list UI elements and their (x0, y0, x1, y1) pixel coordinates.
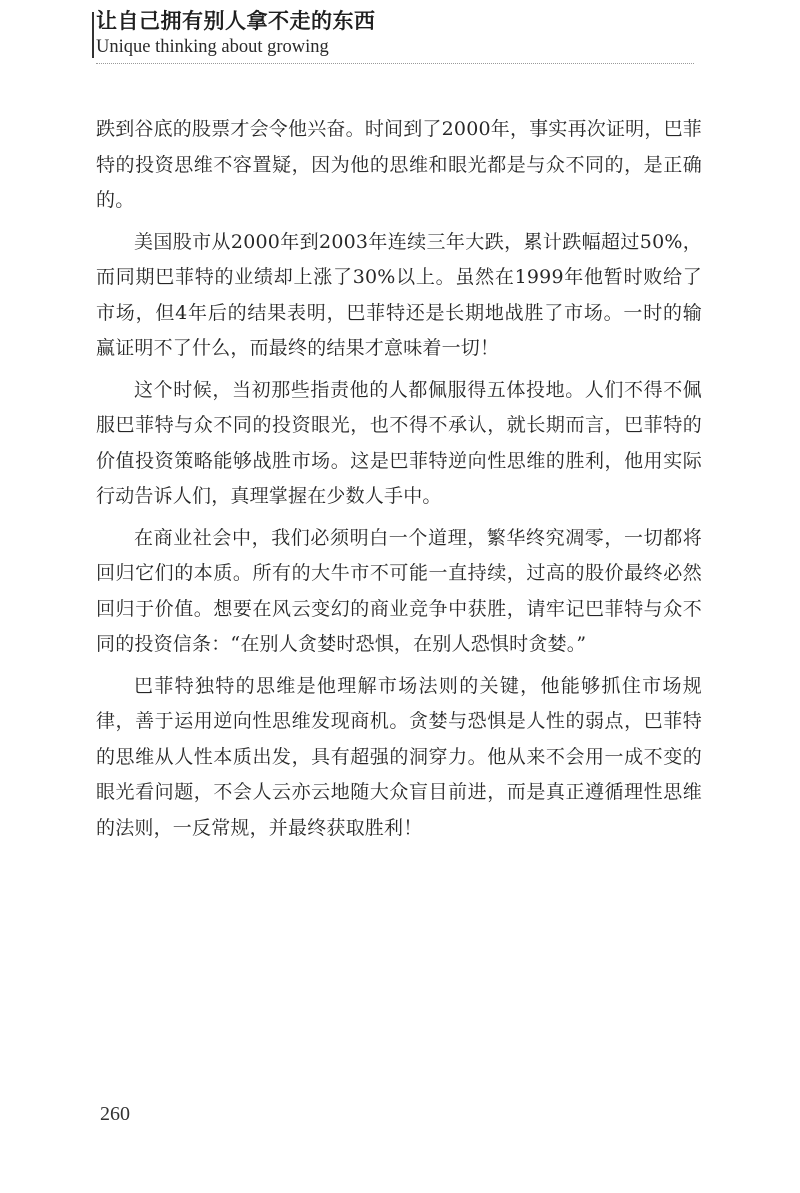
paragraph-4: 在商业社会中，我们必须明白一个道理，繁华终究凋零，一切都将回归它们的本质。所有的大牛市不可能一直持续，过高的股价最终必然回归于价值。想要在风云变幻的商业竞争中获胜，请牢记巴菲特与众不同的投资信条：“在别人贪婪时恐惧，在别人恐惧时贪婪。” (96, 526, 702, 655)
header-divider-bar (92, 12, 94, 58)
page-number: 260 (100, 1103, 130, 1125)
book-title: 让自己拥有别人拿不走的东西 (96, 8, 376, 33)
paragraph-3: 这个时候，当初那些指责他的人都佩服得五体投地。人们不得不佩服巴菲特与众不同的投资眼光，也不得不承认，就长期而言，巴菲特的价值投资策略能够战胜市场。这是巴菲特逆向性思维的胜利，他用实际行动告诉人们，真理掌握在少数人手中。 (96, 378, 702, 507)
book-subtitle: Unique thinking about growing (96, 37, 329, 57)
paragraph-5: 巴菲特独特的思维是他理解市场法则的关键，他能够抓住市场规律，善于运用逆向性思维发现商机。贪婪与恐惧是人性的弱点，巴菲特的思维从人性本质出发，具有超强的洞穿力。他从来不会用一成不变的眼光看问题，不会人云亦云地随大众盲目前进，而是真正遵循理性思维的法则，一反常规，并最终获取胜利！ (96, 674, 702, 839)
body-text (96, 112, 702, 852)
paragraph-1: 跌到谷底的股票才会令他兴奋。时间到了2000年，事实再次证明，巴菲特的投资思维不容置疑，因为他的思维和眼光都是与众不同的，是正确的。 (96, 118, 702, 211)
running-header (96, 6, 706, 58)
paragraph-2: 美国股市从2000年到2003年连续三年大跌，累计跌幅超过50%，而同期巴菲特的业绩却上涨了30%以上。虽然在1999年他暂时败给了市场，但4年后的结果表明，巴菲特还是长期地战胜了市场。一时的输赢证明不了什么，而最终的结果才意味着一切！ (96, 230, 702, 359)
header-dotted-rule (96, 63, 694, 64)
